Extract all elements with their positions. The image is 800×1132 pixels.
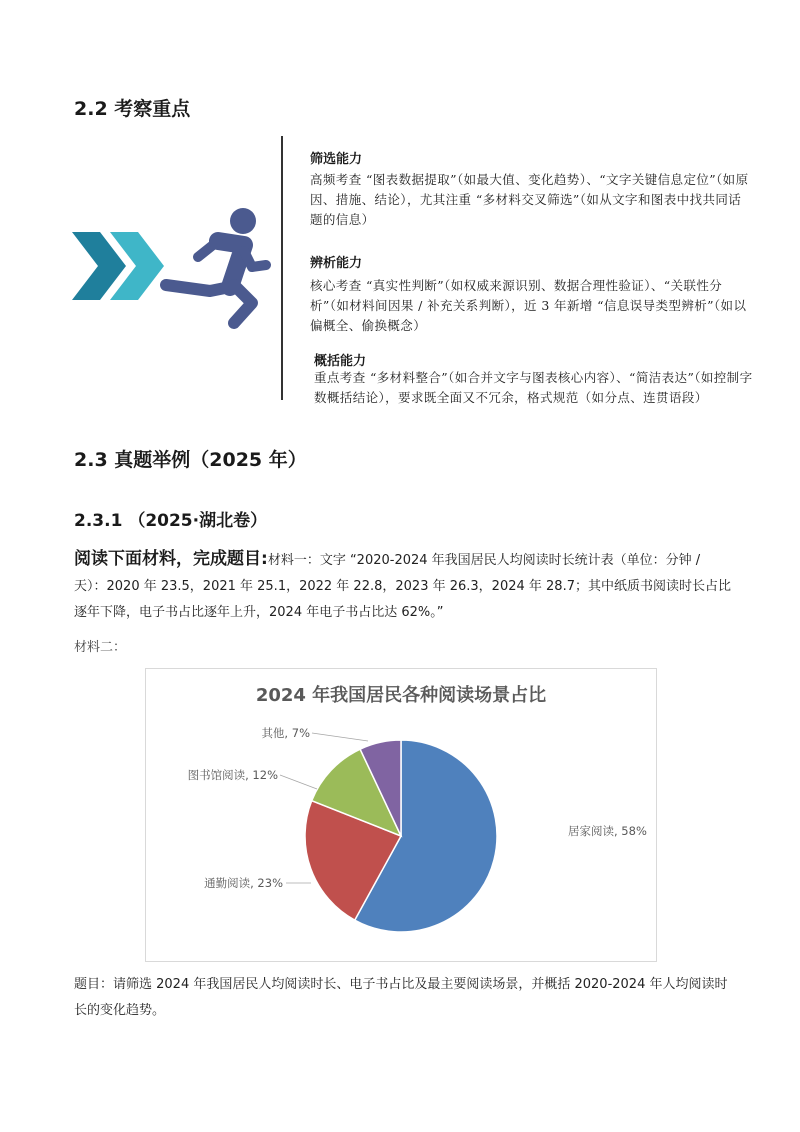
pie-label-3: 其他, 7% (261, 726, 310, 740)
pie-label-0: 居家阅读, 58% (568, 824, 647, 838)
pie-label-1: 通勤阅读, 23% (204, 876, 283, 890)
material-one-text: 材料一：文字 “2020-2024 年我国居民人均阅读时长统计表（单位：分钟 / 天）：2020 年 23.5，2021 年 25.1，2022 年 22.8，2023 年 26.3，2024 年 28.7；其中纸质书阅读时长占比逐年下降，电子书占比逐年上升，2024 年电子书占比达 62%。” (74, 553, 731, 620)
material-lead: 阅读下面材料，完成题目: (74, 549, 268, 569)
section-2-2-title: 2.2 考察重点 (74, 98, 191, 120)
pie-chart-frame (145, 668, 657, 962)
question-text: 题目：请筛选 2024 年我国居民人均阅读时长、电子书占比及最主要阅读场景，并概括 2020-2024 年人均阅读时长的变化趋势。 (74, 977, 728, 1018)
section-2-3-title: 2.3 真题举例（2025 年） (74, 449, 307, 471)
skill-body-screening: 高频考查 “图表数据提取”（如最大值、变化趋势）、“文字关键信息定位”（如原因、措施、结论），尤其注重 “多材料交叉筛选”（如从文字和图表中找共同话题的信息） (310, 172, 749, 227)
section-2-3-1-title: 2.3.1 （2025·湖北卷） (74, 511, 268, 531)
double-chevron-icon (70, 226, 166, 306)
material-two-label: 材料二： (74, 640, 127, 655)
leader-line-2 (280, 775, 317, 789)
material-paragraph (74, 546, 734, 626)
vertical-divider (281, 136, 283, 400)
skill-title-screening: 筛选能力 (310, 152, 363, 167)
skill-title-summary: 概括能力 (314, 354, 367, 369)
skill-title-analysis: 辨析能力 (310, 256, 363, 271)
skill-body-summary: 重点考查 “多材料整合”（如合并文字与图表核心内容）、“简洁表达”（如控制字数概括结论），要求既全面又不冗余，格式规范（如分点、连贯语段） (314, 370, 753, 405)
pie-chart (146, 669, 656, 961)
running-person-icon (160, 205, 276, 329)
skill-body-analysis: 核心考查 “真实性判断”（如权威来源识别、数据合理性验证）、“关联性分析”（如材料间因果 / 补充关系判断），近 3 年新增 “信息误导类型辨析”（如以偏概全、偷换概念） (310, 278, 747, 333)
chart-title: 2024 年我国居民各种阅读场景占比 (255, 685, 547, 706)
leader-line-3 (312, 733, 368, 741)
pie-label-2: 图书馆阅读, 12% (187, 768, 278, 782)
